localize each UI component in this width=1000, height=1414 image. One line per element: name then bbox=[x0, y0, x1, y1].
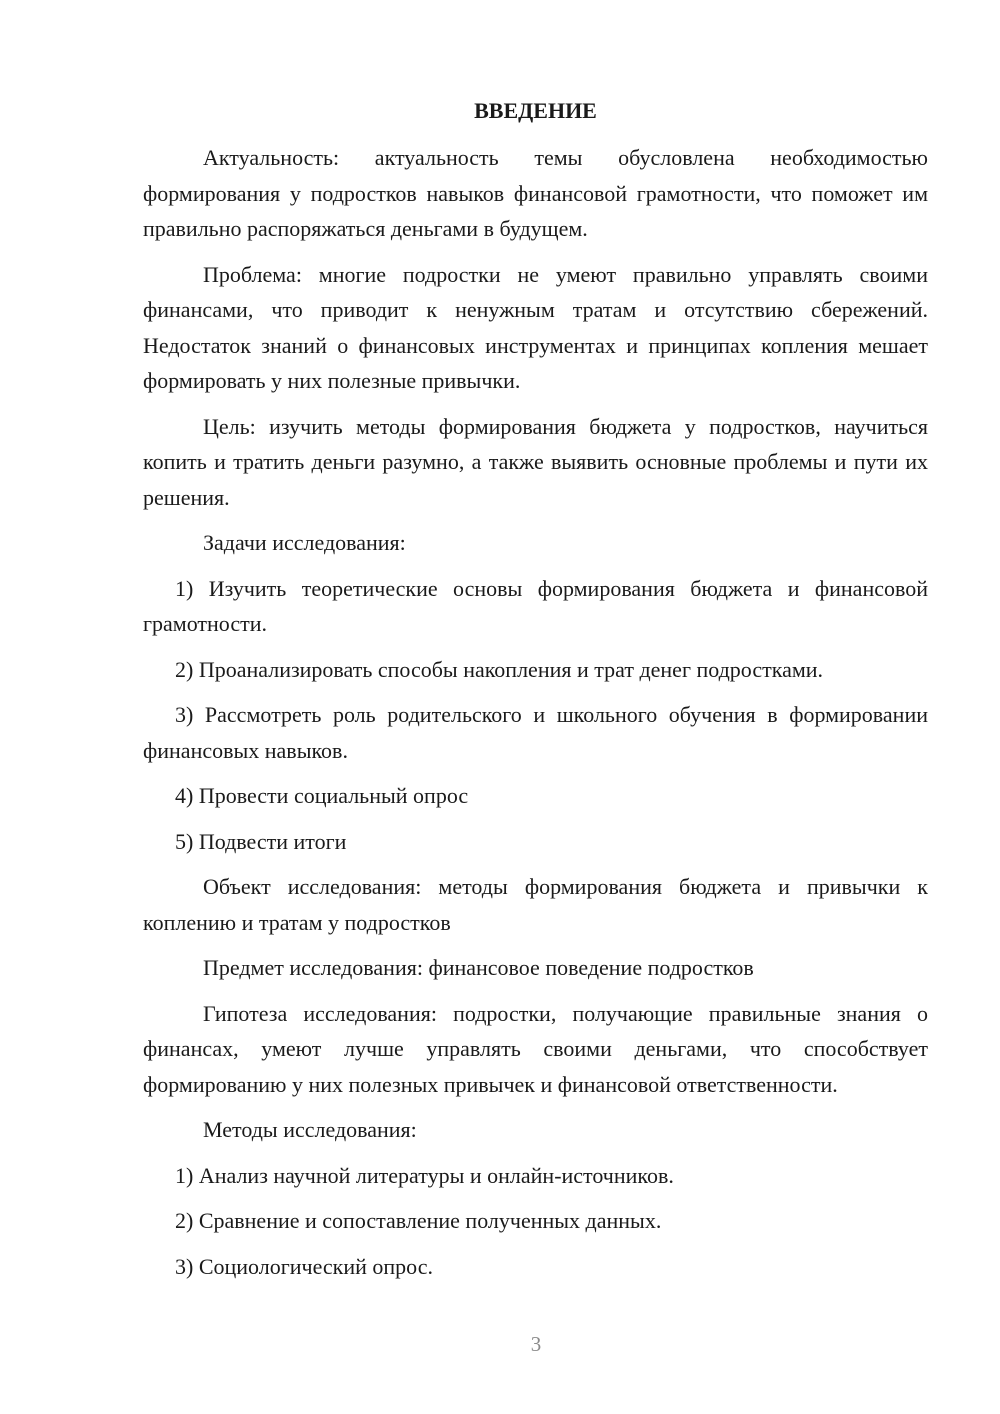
section-heading: ВВЕДЕНИЕ bbox=[474, 98, 597, 123]
paragraph-hypothesis: Гипотеза исследования: подростки, получающие правильные знания о финансах, умеют лучше управлять своими деньгами, что способствует формированию у них полезных привычек и финансовой ответственности. bbox=[143, 1000, 928, 1097]
task-item-2: 2) Проанализировать способы накопления и трат денег подростками. bbox=[175, 656, 824, 682]
paragraph-object: Объект исследования: методы формирования бюджета и привычки к коплению и тратам у подростков bbox=[143, 874, 928, 935]
paragraph-tasks-title: Задачи исследования: bbox=[203, 530, 406, 555]
method-item-3: 3) Социологический опрос. bbox=[175, 1253, 433, 1279]
task-item-5: 5) Подвести итоги bbox=[175, 828, 347, 854]
method-item-1: 1) Анализ научной литературы и онлайн-источников. bbox=[175, 1162, 674, 1188]
document-body bbox=[143, 93, 928, 1294]
task-item-1: 1) Изучить теоретические основы формирования бюджета и финансовой грамотности. bbox=[143, 575, 928, 636]
task-item-4: 4) Провести социальный опрос bbox=[175, 783, 469, 808]
paragraph-problem: Проблема: многие подростки не умеют правильно управлять своими финансами, что приводит к ненужным тратам и отсутствию сбережений. Недостаток знаний о финансовых инструментах и принципах копления мешает формировать у них полезные привычки. bbox=[143, 261, 928, 393]
task-item-3: 3) Рассмотреть роль родительского и школьного обучения в формировании финансовых навыков. bbox=[143, 702, 928, 763]
paragraph-methods-title: Методы исследования: bbox=[203, 1117, 417, 1142]
page-number: 3 bbox=[530, 1332, 542, 1356]
paragraph-subject: Предмет исследования: финансовое поведение подростков bbox=[203, 955, 754, 980]
paragraph-relevance: Актуальность: актуальность темы обусловлена необходимостью формирования у подростков навыков финансовой грамотности, что поможет им правильно распоряжаться деньгами в будущем. bbox=[143, 145, 928, 241]
paragraph-goal: Цель: изучить методы формирования бюджета у подростков, научиться копить и тратить деньги разумно, а также выявить основные проблемы и пути их решения. bbox=[143, 413, 928, 510]
method-item-2: 2) Сравнение и сопоставление полученных данных. bbox=[175, 1208, 662, 1233]
